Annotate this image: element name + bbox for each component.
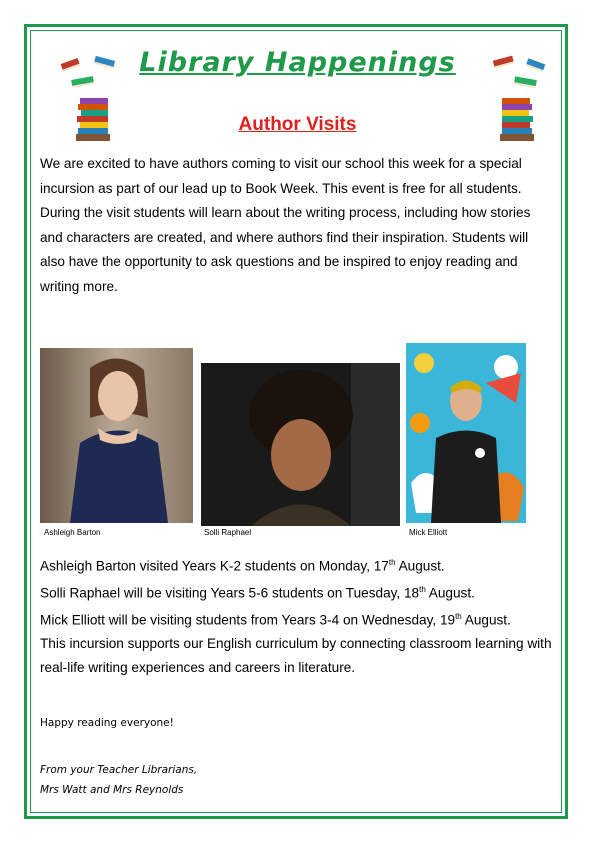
- section-heading: Author Visits: [238, 114, 357, 135]
- visit-line-solli: Solli Raphael will be visiting Years 5-6 students on Tuesday, 18th August.: [40, 585, 475, 601]
- author-photo-solli-raphael: [201, 363, 400, 526]
- visit-line-ashleigh: Ashleigh Barton visited Years K-2 students on Monday, 17th August.: [40, 558, 445, 574]
- signoff-names: Mrs Watt and Mrs Reynolds: [40, 784, 184, 796]
- intro-paragraph-1: We are excited to have authors coming to visit our school this week for a special incursion as part of our lead up to Book Week. This event is free for all students.: [40, 156, 522, 196]
- intro-text: [40, 152, 555, 299]
- page-title: Library Happenings: [139, 47, 456, 78]
- visit-line-mick: Mick Elliott will be visiting students from Years 3-4 on Wednesday, 19th August.: [40, 612, 511, 628]
- intro-paragraph-2: During the visit students will learn about the writing process, including how stories and characters are created, and where authors find their inspiration. Students will also have the opportunity to ask questions and be inspired to enjoy reading and writing more.: [40, 205, 531, 294]
- author-photo-mick-elliott: [406, 343, 526, 523]
- signoff: [40, 760, 197, 800]
- signoff-from: From your Teacher Librarians,: [40, 764, 198, 776]
- curriculum-paragraph: This incursion supports our English curriculum by connecting classroom learning with real-life writing experiences and careers in literature.: [40, 636, 552, 675]
- author-photo-ashleigh-barton: [40, 348, 193, 523]
- caption-solli-raphael: Solli Raphael: [204, 528, 252, 537]
- visit-schedule: [40, 551, 555, 679]
- caption-ashleigh-barton: Ashleigh Barton: [44, 528, 101, 537]
- closing-greeting: Happy reading everyone!: [40, 717, 174, 729]
- caption-mick-elliott: Mick Elliott: [409, 528, 448, 537]
